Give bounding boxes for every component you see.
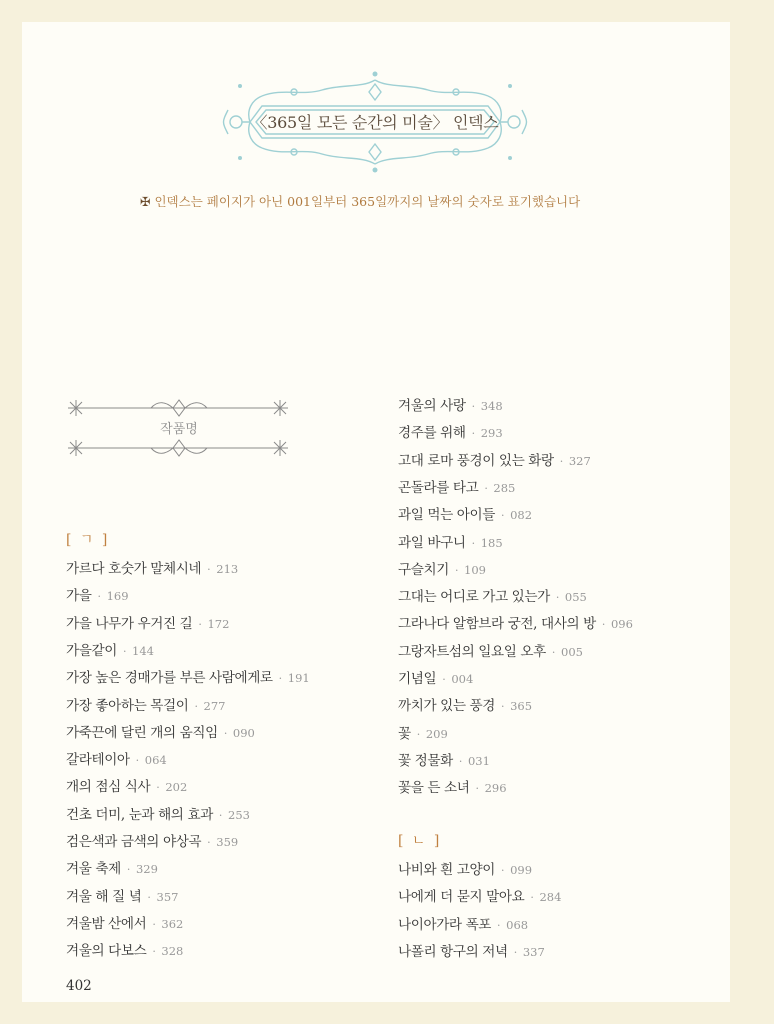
cross-mark-icon: ✠ xyxy=(140,194,151,209)
entry-separator: · xyxy=(194,699,198,713)
entry-title: 꽃을 든 소녀 xyxy=(398,780,470,797)
index-entry xyxy=(398,667,473,687)
entry-title: 까치가 있는 풍경 xyxy=(398,698,495,715)
entry-day-number: 357 xyxy=(156,889,179,904)
entry-title: 겨울의 사랑 xyxy=(398,398,466,414)
entry-title: 과일 바구니 xyxy=(398,534,466,551)
entry-separator: · xyxy=(555,591,559,605)
entry-title: 가장 높은 경매가를 부른 사람에게로 xyxy=(66,670,273,687)
entry-title: 겨울의 다보스 xyxy=(66,943,147,960)
entry-separator: · xyxy=(500,509,505,523)
entry-title: 갈라테이아 xyxy=(66,752,130,769)
entry-separator: · xyxy=(126,863,130,877)
entry-title: 기념일 xyxy=(398,671,437,687)
entry-title: 겨울 해 질 녘 xyxy=(66,888,142,905)
entry-title: 꽃 정물화 xyxy=(398,752,453,769)
entry-day-number: 365 xyxy=(510,699,533,714)
entry-day-number: 191 xyxy=(287,671,310,686)
index-entry xyxy=(66,721,255,741)
entry-day-number: 109 xyxy=(464,562,486,577)
entry-day-number: 185 xyxy=(480,535,503,550)
entry-separator: · xyxy=(198,617,202,631)
entry-title: 겨울 축제 xyxy=(66,861,121,878)
entry-title: 그대는 어디로 가고 있는가 xyxy=(398,589,550,606)
index-entry xyxy=(66,830,238,850)
entry-separator: · xyxy=(530,891,534,905)
section-title: 작품명 xyxy=(160,422,198,437)
group-header-nieun: [ ㄴ ] xyxy=(398,833,442,849)
entry-day-number: 202 xyxy=(165,780,188,795)
index-entry xyxy=(66,857,158,877)
index-entry xyxy=(66,748,167,768)
index-entry xyxy=(398,612,633,632)
entry-day-number: 337 xyxy=(522,944,545,959)
group-header-giyeok: [ ㄱ ] xyxy=(66,532,110,548)
entry-title: 나에게 더 묻지 말아요 xyxy=(398,889,525,906)
entry-day-number: 068 xyxy=(506,917,529,932)
entry-day-number: 362 xyxy=(161,916,184,931)
entry-separator: · xyxy=(147,890,151,904)
index-entry xyxy=(66,694,226,714)
entry-day-number: 005 xyxy=(561,644,583,659)
entry-title: 가르다 호숫가 말체시네 xyxy=(66,561,202,577)
entry-day-number: 253 xyxy=(228,807,250,822)
entry-day-number: 296 xyxy=(484,781,507,796)
entry-title: 구슬치기 xyxy=(398,561,449,578)
index-entry xyxy=(398,694,532,714)
index-entry xyxy=(398,858,532,878)
entry-separator: · xyxy=(223,726,227,740)
entry-day-number: 285 xyxy=(493,480,516,495)
index-entry xyxy=(398,503,532,523)
entry-separator: · xyxy=(454,563,459,577)
entry-title: 과일 먹는 아이들 xyxy=(398,507,495,524)
index-entry xyxy=(66,775,187,795)
index-entry xyxy=(398,421,503,441)
index-title: 〈365일 모든 순간의 미술〉 인덱스 xyxy=(251,113,499,132)
entry-day-number: 213 xyxy=(216,562,239,576)
entry-title: 건초 더미, 눈과 해의 효과 xyxy=(66,806,213,823)
entry-separator: · xyxy=(278,672,282,686)
entry-separator: · xyxy=(218,808,223,822)
entry-separator: · xyxy=(152,945,156,959)
entry-title: 나비와 흰 고양이 xyxy=(398,862,495,878)
index-entry xyxy=(398,531,503,551)
index-entry xyxy=(66,557,238,577)
entry-title: 겨울밤 산에서 xyxy=(66,915,147,932)
page-number: 402 xyxy=(66,978,92,994)
index-entry xyxy=(398,885,561,905)
entry-day-number: 329 xyxy=(135,862,158,877)
index-note-text: 인덱스는 페이지가 아닌 001일부터 365일까지의 날짜의 숫자로 표기했습니다 xyxy=(154,194,581,209)
entry-day-number: 004 xyxy=(451,672,474,686)
entry-title: 나이아가라 폭포 xyxy=(398,916,492,933)
index-entry xyxy=(398,749,490,769)
index-entry xyxy=(398,722,448,742)
entry-separator: · xyxy=(416,727,420,741)
entry-separator: · xyxy=(97,590,101,604)
index-entry xyxy=(66,584,129,604)
entry-separator: · xyxy=(500,864,505,877)
entry-day-number: 284 xyxy=(539,890,562,905)
entry-title: 꽃 xyxy=(398,725,411,742)
index-entry xyxy=(398,776,507,796)
entry-title: 그라나다 알함브라 궁전, 대사의 방 xyxy=(398,616,596,633)
index-entry xyxy=(66,912,183,932)
entry-title: 그랑자트섬의 일요일 오후 xyxy=(398,643,546,660)
entry-day-number: 064 xyxy=(144,753,167,768)
entry-separator: · xyxy=(471,536,475,550)
entry-title: 개의 점심 식사 xyxy=(66,779,151,796)
entry-separator: · xyxy=(156,781,160,795)
entry-day-number: 031 xyxy=(467,753,490,768)
entry-separator: · xyxy=(513,945,517,959)
entry-separator: · xyxy=(497,918,501,932)
entry-separator: · xyxy=(207,563,211,576)
entry-separator: · xyxy=(442,673,446,686)
index-entry xyxy=(66,666,310,686)
entry-title: 가죽끈에 달린 개의 움직임 xyxy=(66,724,218,741)
entry-title: 가을 나무가 우거진 길 xyxy=(66,615,193,632)
entry-separator: · xyxy=(122,644,127,658)
index-entry xyxy=(398,585,587,605)
entry-separator: · xyxy=(475,782,479,796)
entry-day-number: 327 xyxy=(568,453,591,468)
entry-separator: · xyxy=(500,700,505,714)
index-note xyxy=(140,192,640,210)
entry-separator: · xyxy=(471,427,475,441)
index-entry xyxy=(66,939,183,959)
entry-title: 검은색과 금색의 야상곡 xyxy=(66,834,202,850)
entry-day-number: 099 xyxy=(510,863,533,877)
entry-day-number: 172 xyxy=(207,616,230,631)
index-entry xyxy=(66,612,229,632)
entry-day-number: 096 xyxy=(610,617,633,632)
index-entry xyxy=(398,558,486,578)
entry-separator: · xyxy=(207,836,211,849)
index-entry xyxy=(398,476,515,496)
entry-day-number: 090 xyxy=(232,725,255,740)
index-entry xyxy=(66,885,178,905)
entry-day-number: 144 xyxy=(132,643,154,658)
entry-day-number: 328 xyxy=(161,944,184,959)
index-entry xyxy=(398,913,528,933)
entry-title: 고대 로마 풍경이 있는 화랑 xyxy=(398,452,554,469)
entry-title: 곤돌라를 타고 xyxy=(398,479,479,496)
index-entry xyxy=(398,940,545,960)
entry-separator: · xyxy=(458,754,462,768)
entry-title: 경주를 위해 xyxy=(398,425,466,442)
entry-separator: · xyxy=(559,454,563,468)
entry-separator: · xyxy=(601,618,605,632)
entry-title: 가을 xyxy=(66,588,92,605)
index-entry xyxy=(398,449,591,469)
index-entry xyxy=(398,640,583,660)
entry-day-number: 209 xyxy=(425,726,448,741)
entry-separator: · xyxy=(135,754,139,768)
entry-day-number: 293 xyxy=(480,426,503,441)
entry-title: 가장 좋아하는 목걸이 xyxy=(66,697,189,714)
index-entry xyxy=(66,639,154,659)
entry-separator: · xyxy=(551,645,555,659)
entry-day-number: 359 xyxy=(216,835,239,849)
title-ornament-frame xyxy=(222,66,528,178)
entry-day-number: 169 xyxy=(106,589,129,604)
section-ornament-frame xyxy=(66,396,292,462)
entry-day-number: 082 xyxy=(510,508,533,523)
entry-title: 나폴리 항구의 저녁 xyxy=(398,943,508,960)
index-entry xyxy=(66,803,250,823)
index-entry xyxy=(398,394,503,414)
entry-separator: · xyxy=(484,481,488,495)
entry-day-number: 277 xyxy=(203,698,226,713)
entry-day-number: 348 xyxy=(480,399,503,413)
entry-separator: · xyxy=(471,400,475,413)
entry-day-number: 055 xyxy=(564,590,587,605)
entry-title: 가을같이 xyxy=(66,642,117,659)
entry-separator: · xyxy=(152,917,156,931)
